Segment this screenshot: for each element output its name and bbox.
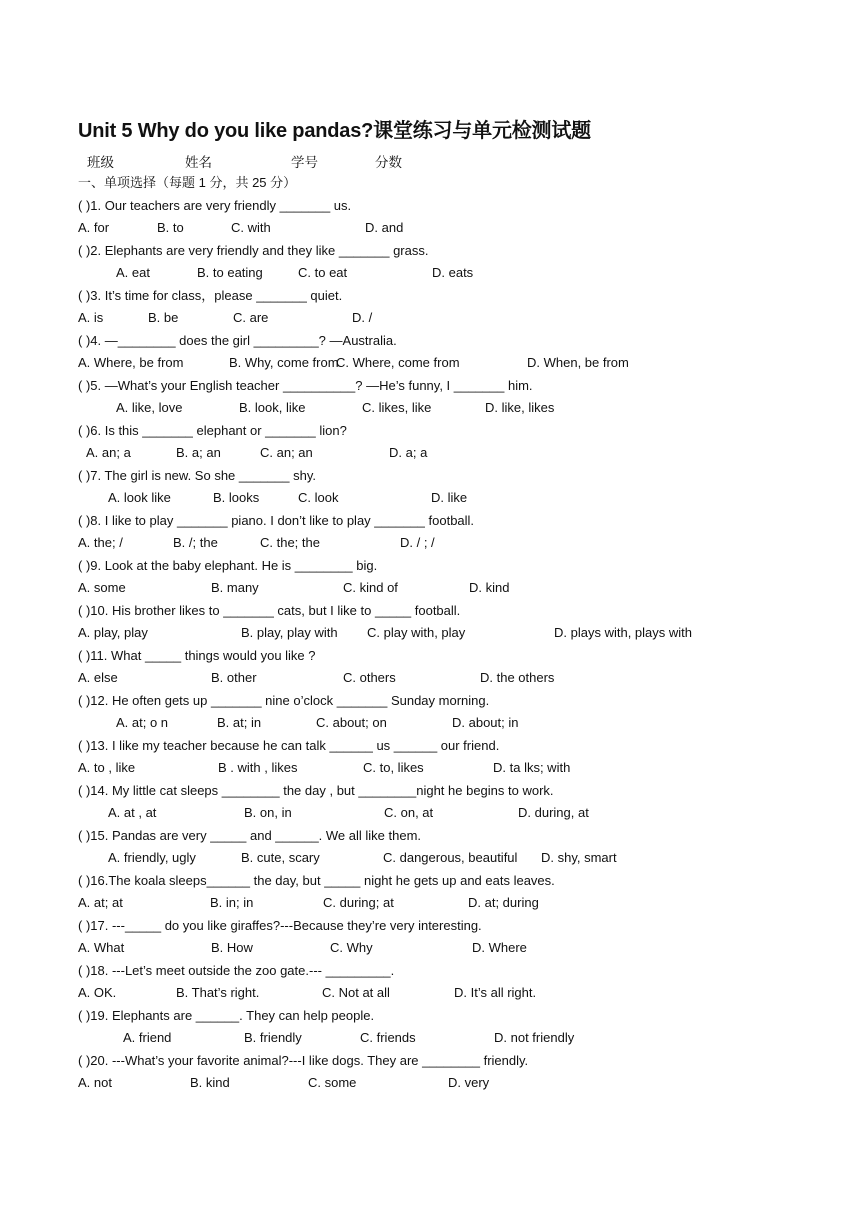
question-13-stem: ( )13. I like my teacher because he can talk ______ us ______ our friend. — [78, 738, 500, 753]
question-6-option-b: B. a; an — [176, 445, 221, 460]
question-10-option-b: B. play, play with — [241, 625, 338, 640]
question-8-stem: ( )8. I like to play _______ piano. I don’t like to play _______ football. — [78, 513, 475, 528]
question-9-option-c: C. kind of — [343, 580, 398, 595]
question-15-option-d: D. shy, smart — [541, 850, 617, 865]
class-label: 班级 — [87, 155, 114, 170]
question-8-option-d: D. / ; / — [400, 535, 435, 550]
name-label: 姓名 — [185, 155, 212, 170]
question-15-option-b: B. cute, scary — [241, 850, 320, 865]
question-8-option-a: A. the; / — [78, 535, 123, 550]
question-5-option-a: A. like, love — [116, 400, 183, 415]
question-20-option-c: C. some — [308, 1075, 357, 1090]
question-9-option-a: A. some — [78, 580, 126, 595]
question-4-option-d: D. When, be from — [527, 355, 629, 370]
question-11-stem: ( )11. What _____ things would you like ? — [78, 648, 316, 663]
question-14-option-a: A. at , at — [108, 805, 157, 820]
question-9-option-d: D. kind — [469, 580, 510, 595]
question-20-option-a: A. not — [78, 1075, 112, 1090]
question-3-option-a: A. is — [78, 310, 104, 325]
question-7-option-c: C. look — [298, 490, 339, 505]
question-7-option-b: B. looks — [213, 490, 260, 505]
question-18-stem: ( )18. ---Let’s meet outside the zoo gate.--- _________. — [78, 963, 395, 978]
question-16-option-c: C. during; at — [323, 895, 394, 910]
question-15-option-c: C. dangerous, beautiful — [383, 850, 518, 865]
question-14-option-b: B. on, in — [244, 805, 292, 820]
question-5-option-c: C. likes, like — [362, 400, 432, 415]
question-17-option-a: A. What — [78, 940, 125, 955]
question-10-option-d: D. plays with, plays with — [554, 625, 692, 640]
question-1-option-a: A. for — [78, 220, 110, 235]
question-6-stem: ( )6. Is this _______ elephant or _______ lion? — [78, 423, 347, 438]
question-10-option-c: C. play with, play — [367, 625, 466, 640]
question-4-stem: ( )4. —________ does the girl _________? —Australia. — [78, 333, 397, 348]
question-16-stem: ( )16.The koala sleeps______ the day, but _____ night he gets up and eats leaves. — [78, 873, 555, 888]
question-17-option-c: C. Why — [330, 940, 373, 955]
question-6-option-a: A. an; a — [86, 445, 131, 460]
student-number-label: 学号 — [291, 155, 318, 170]
question-5-option-b: B. look, like — [239, 400, 306, 415]
question-10-stem: ( )10. His brother likes to _______ cats, but I like to _____ football. — [78, 603, 461, 618]
question-9-stem: ( )9. Look at the baby elephant. He is ________ big. — [78, 558, 378, 573]
question-3-option-b: B. be — [148, 310, 179, 325]
question-6-option-c: C. an; an — [260, 445, 313, 460]
question-19-stem: ( )19. Elephants are ______. They can help people. — [78, 1008, 375, 1023]
question-19-option-c: C. friends — [360, 1030, 416, 1045]
question-20-option-d: D. very — [448, 1075, 490, 1090]
question-10-option-a: A. play, play — [78, 625, 148, 640]
question-14-stem: ( )14. My little cat sleeps ________ the day , but ________night he begins to work. — [78, 783, 554, 798]
question-7-stem: ( )7. The girl is new. So she _______ shy. — [78, 468, 316, 483]
question-15-option-a: A. friendly, ugly — [108, 850, 196, 865]
question-20-stem: ( )20. ---What’s your favorite animal?---I like dogs. They are ________ friendly. — [78, 1053, 529, 1068]
section-heading: 一、单项选择（每题 1 分，共 25 分） — [78, 175, 297, 190]
question-13-option-a: A. to , like — [78, 760, 136, 775]
question-6-option-d: D. a; a — [389, 445, 428, 460]
question-12-option-d: D. about; in — [452, 715, 519, 730]
question-1-option-c: C. with — [231, 220, 271, 235]
question-17-option-d: D. Where — [472, 940, 527, 955]
question-16-option-b: B. in; in — [210, 895, 254, 910]
question-13-option-d: D. ta lks; with — [493, 760, 571, 775]
question-15-stem: ( )15. Pandas are very _____ and ______. We all like them. — [78, 828, 422, 843]
question-17-option-b: B. How — [211, 940, 253, 955]
question-12-option-b: B. at; in — [217, 715, 262, 730]
question-20-option-b: B. kind — [190, 1075, 230, 1090]
question-18-option-a: A. OK. — [78, 985, 117, 1000]
question-1-stem: ( )1. Our teachers are very friendly _______ us. — [78, 198, 352, 213]
question-4-option-a: A. Where, be from — [78, 355, 184, 370]
question-4-option-b: B. Why, come from — [229, 355, 339, 370]
question-5-stem: ( )5. —What’s your English teacher __________? —He’s funny, I _______ him. — [78, 378, 533, 393]
question-18-option-d: D. It’s all right. — [454, 985, 537, 1000]
question-4-option-c: C. Where, come from — [336, 355, 460, 370]
question-12-option-c: C. about; on — [316, 715, 387, 730]
question-1-option-d: D. and — [365, 220, 404, 235]
question-14-option-c: C. on, at — [384, 805, 434, 820]
question-2-stem: ( )2. Elephants are very friendly and they like _______ grass. — [78, 243, 429, 258]
question-7-option-a: A. look like — [108, 490, 171, 505]
question-3-stem: ( )3. It’s time for class，please _______ quiet. — [78, 288, 343, 303]
question-16-option-d: D. at; during — [468, 895, 539, 910]
question-11-option-b: B. other — [211, 670, 257, 685]
question-19-option-d: D. not friendly — [494, 1030, 575, 1045]
question-2-option-c: C. to eat — [298, 265, 348, 280]
question-17-stem: ( )17. ---_____ do you like giraffes?---Because they’re very interesting. — [78, 918, 482, 933]
score-label: 分数 — [375, 155, 402, 170]
question-1-option-b: B. to — [157, 220, 184, 235]
question-3-option-d: D. / — [352, 310, 373, 325]
question-13-option-b: B . with , likes — [218, 760, 298, 775]
question-2-option-a: A. eat — [116, 265, 150, 280]
question-18-option-b: B. That’s right. — [176, 985, 260, 1000]
question-14-option-d: D. during, at — [518, 805, 589, 820]
question-11-option-a: A. else — [78, 670, 118, 685]
question-12-stem: ( )12. He often gets up _______ nine o’clock _______ Sunday morning. — [78, 693, 490, 708]
page-title: Unit 5 Why do you like pandas?课堂练习与单元检测试题 — [78, 120, 591, 142]
question-19-option-a: A. friend — [123, 1030, 172, 1045]
question-7-option-d: D. like — [431, 490, 468, 505]
question-11-option-c: C. others — [343, 670, 396, 685]
question-2-option-b: B. to eating — [197, 265, 263, 280]
question-9-option-b: B. many — [211, 580, 259, 595]
question-12-option-a: A. at; o n — [116, 715, 169, 730]
question-13-option-c: C. to, likes — [363, 760, 424, 775]
question-11-option-d: D. the others — [480, 670, 555, 685]
question-2-option-d: D. eats — [432, 265, 474, 280]
question-19-option-b: B. friendly — [244, 1030, 302, 1045]
question-5-option-d: D. like, likes — [485, 400, 555, 415]
question-3-option-c: C. are — [233, 310, 269, 325]
question-16-option-a: A. at; at — [78, 895, 123, 910]
question-18-option-c: C. Not at all — [322, 985, 390, 1000]
question-8-option-c: C. the; the — [260, 535, 320, 550]
question-8-option-b: B. /; the — [173, 535, 218, 550]
